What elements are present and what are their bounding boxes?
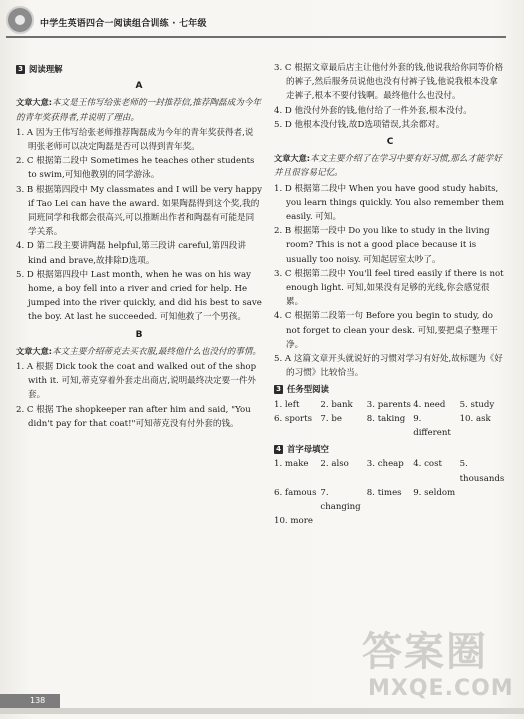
section-title: 首字母填空 [287, 444, 329, 455]
passage-c-summary: 文章大意:本文主要介绍了在学习中要有好习惯,那么才能学好并且很容易记忆。 [274, 153, 502, 179]
header-title: 中学生英语四合一阅读组合训练 · 七年级 [40, 19, 207, 29]
passage-a-answers [16, 126, 262, 325]
section-number-badge: 3 [274, 385, 283, 394]
answer-item: 3. C 根据文章最后店主让他付外套的钱,他说我给你同等价格的裤子,然后服务员说他也没有付裤子钱,他说我根本没拿走裤子,根本不要付钱啊。最终他什么也没付。 [274, 63, 504, 102]
answer-item: 4. D 他没付外套的钱,他付给了一件外套,根本没付。 [274, 105, 472, 116]
answer-item: 4. C 根据第二段第一句 Before you begin to study, do not forget to clean your desk. 可知,要把桌子整理干净。 [274, 311, 498, 350]
right-column [274, 60, 506, 529]
answer-item: 1. A 因为王伟写给张老师推荐陶磊成为今年的青年奖获得者,说明张老师可以决定陶磊是否可以得到青年奖。 [16, 127, 254, 153]
passage-letter-b: B [135, 329, 143, 340]
task-answers [274, 398, 506, 441]
answer-item: 1. A 根据 Dick took the coat and walked out of the shop with it. 可知,蒂克穿着外套走出商店,说明最终决定要一件外套。 [16, 362, 257, 401]
passage-b-summary: 文章大意:本文主要介绍蒂克去买衣服,最终他什么也没付的事情。 [16, 345, 262, 357]
answer-item: 5. A 这篇文章开头就说好的习惯对学习有好处,故标题为《好的习惯》比较恰当。 [274, 354, 503, 379]
answer-row: 6. famous 7. changing 8. times 9. seldom [274, 487, 456, 513]
section-title: 阅读理解 [29, 64, 63, 74]
bottom-edge [0, 708, 524, 714]
answer-item: 3. B 根据第四段中 My classmates and I will be very happy if Tao Lei can have the award. 如果陶磊得到这个奖,我的同班同学和我都会很高兴,可以推断出作者和陶磊有可能是同学关系。 [16, 184, 262, 238]
watermark-logo: 答案圈 MXQE.COM [362, 629, 514, 701]
passage-c-answers [274, 182, 506, 381]
page-header [6, 6, 506, 38]
answer-item: 3. C 根据第二段中 You'll feel tired easily if there is not enough light. 可知,如果没有足够的光线,你会感觉很累。 [274, 268, 504, 308]
passage-a-summary: 文章大意:本文是王伟写给张老师的一封推荐信,推荐陶磊成为今年的青年奖获得者,并说明了理由。 [16, 97, 262, 123]
answer-item: 1. D 根据第二段中 When you have good study habits, you learn things quickly. You also remember them easily. 可知。 [274, 183, 505, 223]
section-title: 任务型阅读 [287, 384, 329, 395]
section-task-reading [274, 382, 506, 396]
section-number-badge: 3 [16, 65, 25, 74]
section-number-badge: 4 [274, 445, 283, 454]
answer-row: 10. more [274, 516, 313, 527]
passage-letter-a: A [135, 81, 143, 92]
section-initial-letter-fill [274, 442, 506, 456]
answer-item: 2. C 根据第二段中 Sometimes he teaches other students to swim,可知他教别的同学游泳。 [16, 156, 255, 181]
page-number: 138 [30, 696, 46, 705]
passage-letter-c: C [386, 137, 394, 148]
book-logo-icon [6, 6, 34, 34]
answer-row: 6. sports 7. be 8. taking 9. different 10. ask [274, 413, 491, 439]
answer-item: 5. D 根据第四段中 Last month, when he was on his way home, a boy fell into a river and cried for help. He jumped into the river quickly, and did his best to save the boy. At last he succeeded. 可知他救了一个男孩。 [16, 269, 262, 323]
answer-item: 5. D 他根本没付钱,故D选项错误,其余都对。 [274, 119, 445, 130]
section-reading [16, 62, 262, 76]
answer-item: 2. C 根据 The shopkeeper ran after him and said, "You didn't pay for that coat!"可知蒂克没有付外套的钱。 [16, 404, 251, 429]
passage-b-answers [16, 360, 262, 431]
answer-item: 4. D 第二段主要讲陶磊 helpful,第三段讲 careful,第四段讲 kind and brave,故排除D选项。 [16, 241, 246, 266]
left-column [16, 60, 262, 432]
passage-b-answers-cont [274, 61, 506, 132]
fill-answers [274, 457, 506, 528]
answer-row: 1. left 2. bank 3. parents 4. need 5. study [274, 399, 495, 410]
answer-row: 1. make 2. also 3. cheap 4. cost 5. thousands [274, 459, 505, 484]
answer-item: 2. B 根据第一段中 Do you like to study in the living room? This is not a good place because it is usually too noisy. 可知起居室太吵了。 [274, 226, 490, 265]
